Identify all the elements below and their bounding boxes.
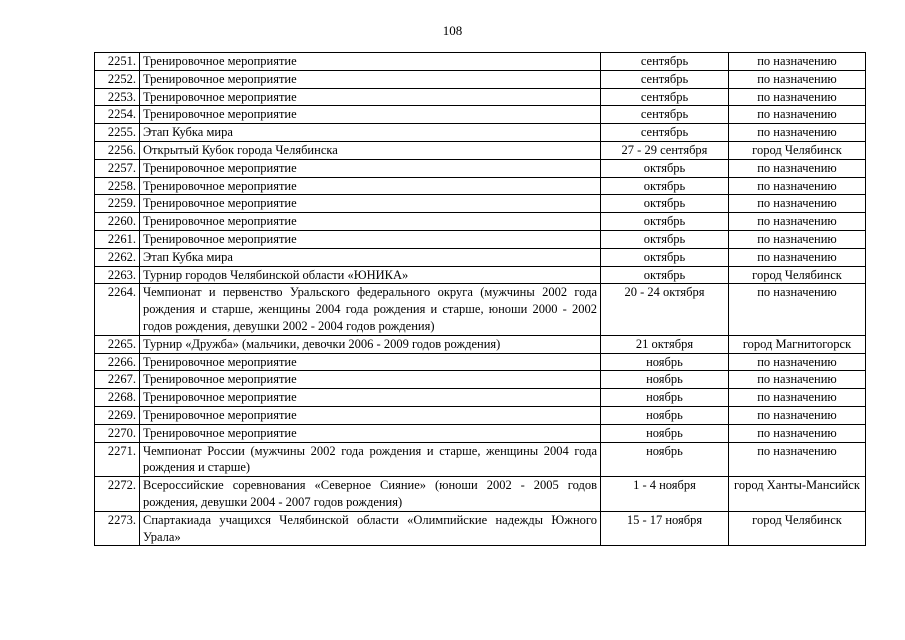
event-place-cell: по назначению bbox=[729, 248, 866, 266]
event-name-cell: Тренировочное мероприятие bbox=[140, 406, 601, 424]
table-row bbox=[95, 195, 866, 213]
row-number-cell: 2260. bbox=[95, 213, 140, 231]
event-name-cell: Чемпионат России (мужчины 2002 года рождения и старше, женщины 2004 года рождения и старше) bbox=[140, 442, 601, 477]
event-place-cell: город Челябинск bbox=[729, 266, 866, 284]
event-name-cell: Этап Кубка мира bbox=[140, 124, 601, 142]
event-date-cell: октябрь bbox=[601, 213, 729, 231]
event-date-cell: октябрь bbox=[601, 177, 729, 195]
table-row bbox=[95, 511, 866, 546]
table-row bbox=[95, 106, 866, 124]
table-row bbox=[95, 230, 866, 248]
event-name-cell: Спартакиада учащихся Челябинской области «Олимпийские надежды Южного Урала» bbox=[140, 511, 601, 546]
events-table-body bbox=[95, 53, 866, 546]
event-place-cell: по назначению bbox=[729, 70, 866, 88]
row-number-cell: 2253. bbox=[95, 88, 140, 106]
table-row bbox=[95, 353, 866, 371]
event-place-cell: по назначению bbox=[729, 159, 866, 177]
event-place-cell: по назначению bbox=[729, 371, 866, 389]
row-number-cell: 2262. bbox=[95, 248, 140, 266]
event-date-cell: сентябрь bbox=[601, 88, 729, 106]
event-place-cell: по назначению bbox=[729, 124, 866, 142]
event-date-cell: сентябрь bbox=[601, 53, 729, 71]
event-name-cell: Тренировочное мероприятие bbox=[140, 159, 601, 177]
event-date-cell: ноябрь bbox=[601, 389, 729, 407]
event-name-cell: Тренировочное мероприятие bbox=[140, 177, 601, 195]
table-row bbox=[95, 477, 866, 512]
event-name-cell: Тренировочное мероприятие bbox=[140, 70, 601, 88]
event-date-cell: 1 - 4 ноября bbox=[601, 477, 729, 512]
table-row bbox=[95, 70, 866, 88]
row-number-cell: 2265. bbox=[95, 335, 140, 353]
event-place-cell: по назначению bbox=[729, 213, 866, 231]
event-date-cell: 27 - 29 сентября bbox=[601, 141, 729, 159]
event-date-cell: октябрь bbox=[601, 230, 729, 248]
row-number-cell: 2267. bbox=[95, 371, 140, 389]
row-number-cell: 2254. bbox=[95, 106, 140, 124]
event-date-cell: октябрь bbox=[601, 159, 729, 177]
table-row bbox=[95, 159, 866, 177]
event-date-cell: ноябрь bbox=[601, 424, 729, 442]
event-date-cell: 20 - 24 октября bbox=[601, 284, 729, 335]
event-name-cell: Тренировочное мероприятие bbox=[140, 230, 601, 248]
row-number-cell: 2256. bbox=[95, 141, 140, 159]
event-name-cell: Турнир городов Челябинской области «ЮНИКА» bbox=[140, 266, 601, 284]
event-name-cell: Всероссийские соревнования «Северное Сияние» (юноши 2002 - 2005 годов рождения, девушки 2004 - 2007 годов рождения) bbox=[140, 477, 601, 512]
events-table bbox=[94, 52, 866, 546]
event-name-cell: Тренировочное мероприятие bbox=[140, 53, 601, 71]
event-date-cell: ноябрь bbox=[601, 406, 729, 424]
event-name-cell: Открытый Кубок города Челябинска bbox=[140, 141, 601, 159]
row-number-cell: 2264. bbox=[95, 284, 140, 335]
table-row bbox=[95, 266, 866, 284]
row-number-cell: 2252. bbox=[95, 70, 140, 88]
event-date-cell: ноябрь bbox=[601, 353, 729, 371]
table-row bbox=[95, 389, 866, 407]
table-row bbox=[95, 371, 866, 389]
event-name-cell: Чемпионат и первенство Уральского федерального округа (мужчины 2002 года рождения и старше, женщины 2004 года рождения и старше, юноши 2000 - 2002 годов рождения, девушки 2002 - 2004 годов рождения) bbox=[140, 284, 601, 335]
table-row bbox=[95, 213, 866, 231]
event-place-cell: город Челябинск bbox=[729, 511, 866, 546]
event-date-cell: ноябрь bbox=[601, 371, 729, 389]
page-number: 108 bbox=[442, 23, 463, 38]
event-name-cell: Тренировочное мероприятие bbox=[140, 106, 601, 124]
row-number-cell: 2261. bbox=[95, 230, 140, 248]
row-number-cell: 2271. bbox=[95, 442, 140, 477]
event-name-cell: Тренировочное мероприятие bbox=[140, 88, 601, 106]
event-place-cell: по назначению bbox=[729, 353, 866, 371]
event-name-cell: Тренировочное мероприятие bbox=[140, 389, 601, 407]
event-place-cell: по назначению bbox=[729, 195, 866, 213]
event-place-cell: по назначению bbox=[729, 106, 866, 124]
table-row bbox=[95, 335, 866, 353]
event-place-cell: по назначению bbox=[729, 230, 866, 248]
event-date-cell: октябрь bbox=[601, 195, 729, 213]
row-number-cell: 2272. bbox=[95, 477, 140, 512]
event-name-cell: Турнир «Дружба» (мальчики, девочки 2006 - 2009 годов рождения) bbox=[140, 335, 601, 353]
row-number-cell: 2268. bbox=[95, 389, 140, 407]
event-date-cell: 21 октября bbox=[601, 335, 729, 353]
event-date-cell: октябрь bbox=[601, 248, 729, 266]
table-row bbox=[95, 124, 866, 142]
table-row bbox=[95, 284, 866, 335]
row-number-cell: 2257. bbox=[95, 159, 140, 177]
row-number-cell: 2266. bbox=[95, 353, 140, 371]
event-date-cell: сентябрь bbox=[601, 124, 729, 142]
event-place-cell: город Ханты-Мансийск bbox=[729, 477, 866, 512]
row-number-cell: 2251. bbox=[95, 53, 140, 71]
event-place-cell: по назначению bbox=[729, 442, 866, 477]
table-row bbox=[95, 141, 866, 159]
row-number-cell: 2259. bbox=[95, 195, 140, 213]
event-name-cell: Тренировочное мероприятие bbox=[140, 195, 601, 213]
row-number-cell: 2270. bbox=[95, 424, 140, 442]
event-date-cell: сентябрь bbox=[601, 70, 729, 88]
event-date-cell: сентябрь bbox=[601, 106, 729, 124]
event-name-cell: Тренировочное мероприятие bbox=[140, 371, 601, 389]
event-place-cell: город Магнитогорск bbox=[729, 335, 866, 353]
table-row bbox=[95, 248, 866, 266]
event-place-cell: город Челябинск bbox=[729, 141, 866, 159]
event-place-cell: по назначению bbox=[729, 53, 866, 71]
event-date-cell: ноябрь bbox=[601, 442, 729, 477]
event-place-cell: по назначению bbox=[729, 88, 866, 106]
table-row bbox=[95, 406, 866, 424]
event-place-cell: по назначению bbox=[729, 177, 866, 195]
row-number-cell: 2258. bbox=[95, 177, 140, 195]
table-row bbox=[95, 442, 866, 477]
table-row bbox=[95, 177, 866, 195]
event-date-cell: октябрь bbox=[601, 266, 729, 284]
table-row bbox=[95, 53, 866, 71]
row-number-cell: 2269. bbox=[95, 406, 140, 424]
table-row bbox=[95, 424, 866, 442]
event-place-cell: по назначению bbox=[729, 406, 866, 424]
event-place-cell: по назначению bbox=[729, 424, 866, 442]
row-number-cell: 2273. bbox=[95, 511, 140, 546]
event-name-cell: Тренировочное мероприятие bbox=[140, 353, 601, 371]
event-place-cell: по назначению bbox=[729, 389, 866, 407]
event-name-cell: Тренировочное мероприятие bbox=[140, 424, 601, 442]
event-date-cell: 15 - 17 ноября bbox=[601, 511, 729, 546]
event-place-cell: по назначению bbox=[729, 284, 866, 335]
event-name-cell: Тренировочное мероприятие bbox=[140, 213, 601, 231]
event-name-cell: Этап Кубка мира bbox=[140, 248, 601, 266]
row-number-cell: 2255. bbox=[95, 124, 140, 142]
row-number-cell: 2263. bbox=[95, 266, 140, 284]
table-row bbox=[95, 88, 866, 106]
